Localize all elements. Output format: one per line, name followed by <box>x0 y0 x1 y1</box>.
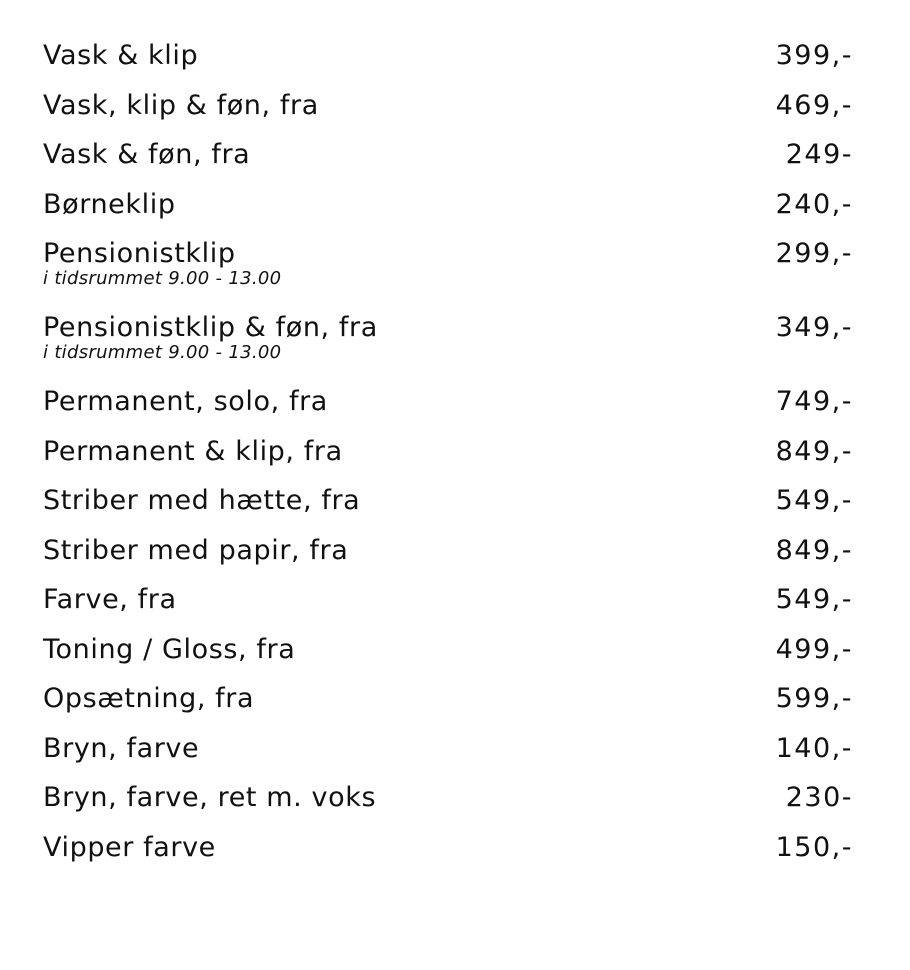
service-name: Opsætning, fra <box>43 683 255 714</box>
price-row <box>43 431 853 481</box>
price-row <box>43 777 853 827</box>
price-row <box>43 35 853 85</box>
price-row <box>43 579 853 629</box>
price-list <box>43 35 853 876</box>
service <box>43 381 328 423</box>
price-row <box>43 728 853 778</box>
price-row <box>43 629 853 679</box>
service <box>43 233 281 288</box>
price-row <box>43 134 853 184</box>
price-row <box>43 307 853 381</box>
price: 599,- <box>775 683 853 714</box>
price-row <box>43 381 853 431</box>
price: 249- <box>785 139 853 170</box>
service <box>43 728 199 770</box>
service-note: i tidsrummet 9.00 - 13.00 <box>43 268 282 289</box>
service-name: Vask & føn, fra <box>43 139 251 170</box>
service-name: Bryn, farve, ret m. voks <box>43 782 377 813</box>
price: 849,- <box>775 534 853 566</box>
price-row <box>43 184 853 234</box>
price: 499,- <box>775 633 853 665</box>
service <box>43 307 378 362</box>
service <box>43 579 177 621</box>
service-name: Striber med hætte, fra <box>43 485 361 516</box>
price: 549,- <box>775 485 853 516</box>
price-row <box>43 85 853 135</box>
service-name: Pensionistklip & føn, fra <box>43 312 378 343</box>
price-row <box>43 480 853 530</box>
service <box>43 85 319 127</box>
price: 849,- <box>775 435 853 467</box>
service-name: Permanent, solo, fra <box>43 386 328 417</box>
service <box>43 184 176 226</box>
service-name: Farve, fra <box>43 584 177 615</box>
service <box>43 134 250 176</box>
service-name: Børneklip <box>43 188 176 220</box>
service <box>43 431 343 473</box>
service <box>43 777 376 819</box>
price: 299,- <box>775 238 853 269</box>
price: 150,- <box>775 831 853 863</box>
price: 240,- <box>775 188 853 220</box>
service <box>43 678 254 720</box>
price: 230- <box>785 782 853 813</box>
price: 399,- <box>775 40 853 71</box>
service-name: Permanent & klip, fra <box>43 435 343 467</box>
service-name: Striber med papir, fra <box>43 534 349 566</box>
service <box>43 480 360 522</box>
service-name: Bryn, farve <box>43 732 200 764</box>
price: 549,- <box>775 584 853 615</box>
price: 349,- <box>775 312 853 343</box>
service-note: i tidsrummet 9.00 - 13.00 <box>43 342 282 363</box>
price: 749,- <box>775 386 853 417</box>
price-row <box>43 530 853 580</box>
service-name: Vipper farve <box>43 831 216 863</box>
price-row <box>43 678 853 728</box>
service-name: Vask, klip & føn, fra <box>43 89 319 121</box>
service-name: Pensionistklip <box>43 238 236 269</box>
service-name: Toning / Gloss, fra <box>43 633 296 665</box>
service <box>43 35 198 77</box>
service-name: Vask & klip <box>43 40 199 71</box>
service <box>43 629 295 671</box>
price: 140,- <box>775 732 853 764</box>
price: 469,- <box>775 89 853 121</box>
price-row <box>43 827 853 877</box>
service <box>43 827 216 869</box>
service <box>43 530 348 572</box>
price-row <box>43 233 853 307</box>
